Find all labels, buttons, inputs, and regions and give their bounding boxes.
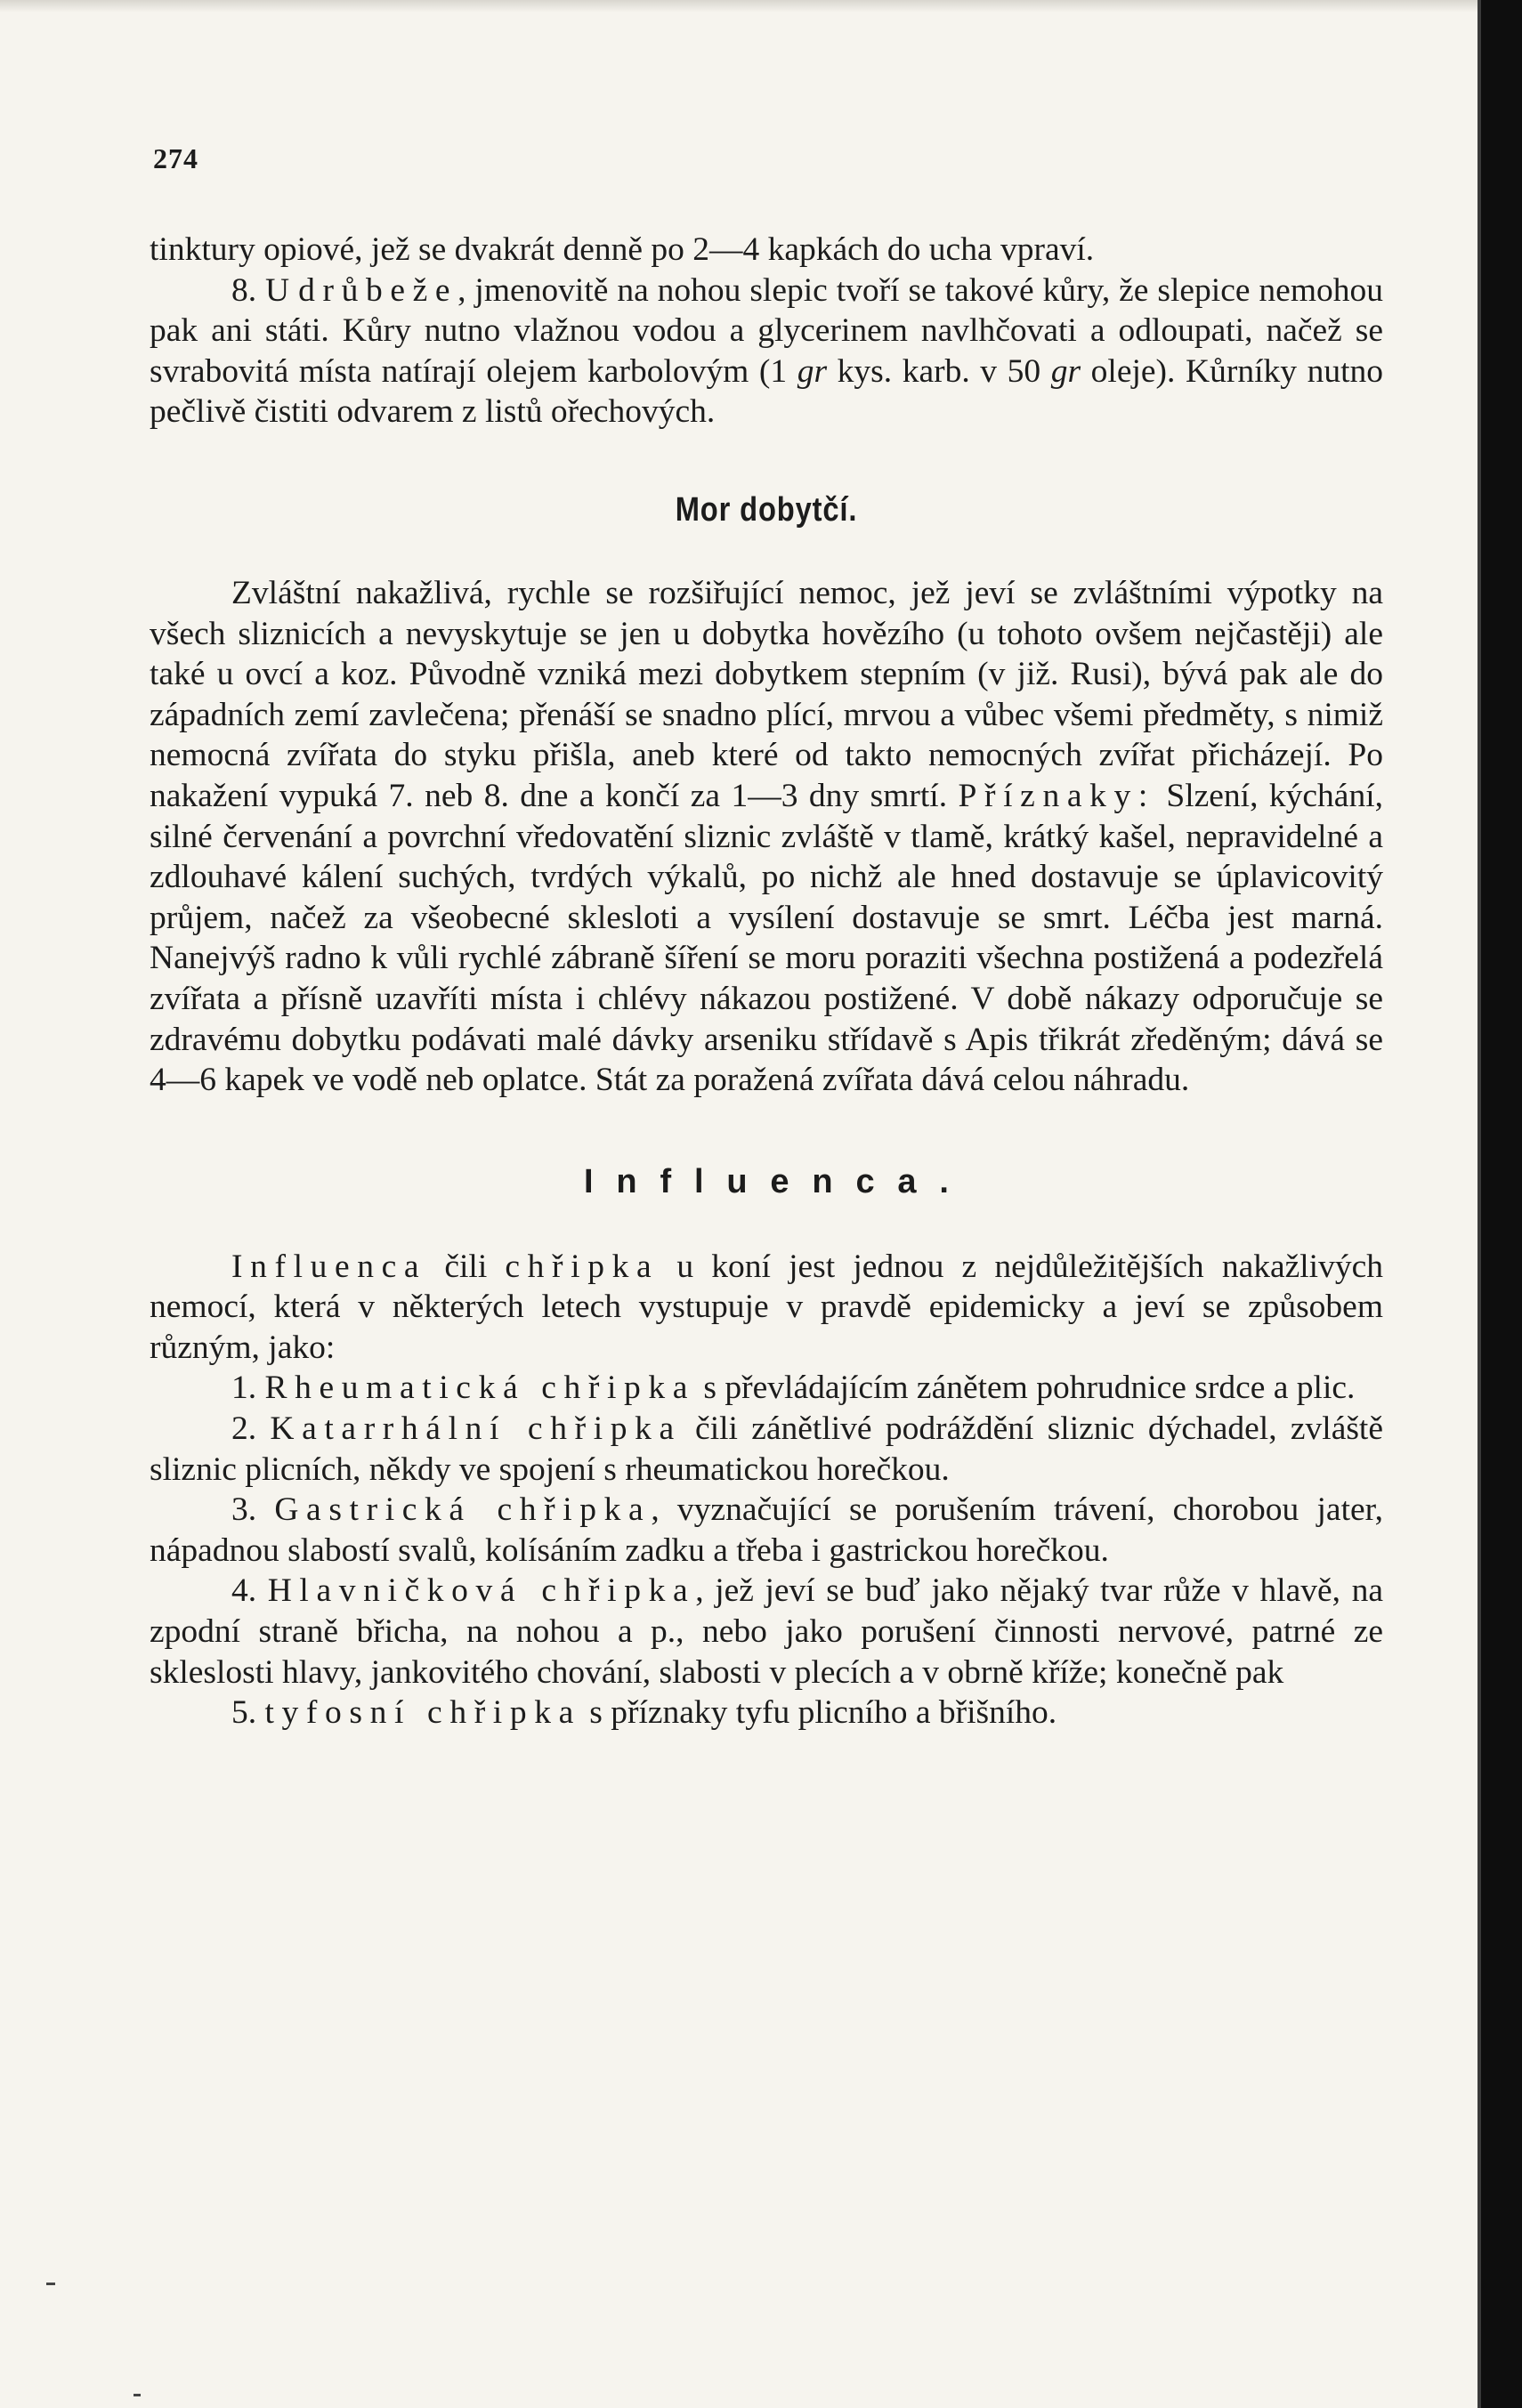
list-item bbox=[150, 1571, 1383, 1693]
intro-text: tinktury opiové, jež se dvakrát denně po 2—4 kapkách do ucha vpraví. bbox=[150, 231, 1095, 268]
list-item bbox=[150, 1368, 1383, 1409]
chripka-emphasis: chřipka bbox=[505, 1248, 660, 1285]
item-name: Rheumatická chřipka bbox=[264, 1370, 696, 1407]
list-item bbox=[150, 1490, 1383, 1571]
poultry-text-a: , jmenovitě na nohou slepic tvoří se takové kůry, že slepice nemohou pak ani státi. Kůry nutno vlažnou vodou a glycerinem navlhčovati a odloupati, načež se svrabovitá místa natírají olejem karbolovým (1 bbox=[150, 271, 1383, 390]
cattle-plague-text-b: Slzení, kýchání, silné červenání a povrchní vředovatění sliznic zvláště v tlamě, krátký kašel, nepravidelné a zdlouhavé kálení suchých, tvrdých výkalů, po nichž ale hned dostavuje se úplavicovitý průjem, načež za všeobecné sklesloti a vysílení dostavuje se smrt. Léčba jest marná. Nanejvýš radno k vůli rychlé zábraně šíření se moru poraziti všechna postižená a podezřelá zvířata a přísně uzavříti místa i chlévy nákazou postižené. V době nákazy odporučuje se zdravému dobytku podávati malé dávky arseniku střídavě s Apis třikrát zředěným; dává se 4—6 kapek ve vodě neb oplatce. Stát za poražená zvířata dává celou náhradu. bbox=[150, 777, 1383, 1099]
poultry-text-b: kys. karb. v 50 bbox=[827, 352, 1051, 390]
list-item bbox=[150, 1693, 1383, 1733]
scan-mark-left bbox=[46, 2283, 55, 2285]
page-top-shadow bbox=[0, 0, 1477, 12]
item-name: Katarrhální chřipka bbox=[270, 1410, 682, 1448]
unit-gr-2: gr bbox=[1050, 352, 1081, 390]
symptoms-emphasis: Příznaky: bbox=[958, 777, 1155, 814]
influenca-emphasis: Influenca bbox=[231, 1248, 427, 1285]
page-number: 274 bbox=[153, 142, 198, 174]
item-number: 4. bbox=[231, 1572, 268, 1610]
item-text: , vyznačující se porušením trávení, chorobou jater, nápadnou slabostí svalů, kolísáním zadku a třeba i gastrickou horečkou. bbox=[150, 1491, 1383, 1569]
paragraph-intro-1 bbox=[150, 230, 1383, 271]
item-text: čili zánětlivé podráždění sliznic dýchadel, zvláště sliznic plicních, někdy ve spojení s rheumatickou horečkou. bbox=[150, 1410, 1383, 1488]
item-name: tyfosní chřipka bbox=[264, 1694, 581, 1732]
paragraph-influenza-intro bbox=[150, 1247, 1383, 1369]
item-text: s převládajícím zánětem pohrudnice srdce a plic. bbox=[695, 1370, 1356, 1407]
item-text: s příznaky tyfu plicního a břišního. bbox=[580, 1694, 1057, 1732]
cattle-plague-text-a: Zvláštní nakažlivá, rychle se rozšiřující nemoc, jež jeví se zvláštními výpotky na všech sliznicích a nevyskytuje se jen u dobytka hovězího (u tohoto ovšem nejčastěji) ale také u ovcí a koz. Původně vzniká mezi dobytkem stepním (v již. Rusi), bývá pak ale do západních zemí zavlečena; přenáší se snadno plící, mrvou a vůbec všemi předměty, s nimiž nemocná zvířata do styku přišla, aneb které od takto nemocných zvířat přicházejí. Po nakažení vypuká 7. neb 8. dne a končí za 1—3 dny smrtí. bbox=[150, 574, 1383, 814]
page-text bbox=[150, 230, 1383, 1733]
item-number: 3. bbox=[231, 1491, 275, 1529]
poultry-emphasis: drůbeže bbox=[298, 271, 458, 309]
item-name: Gastrická chřipka bbox=[274, 1491, 652, 1529]
paragraph-poultry bbox=[150, 271, 1383, 432]
scan-right-border bbox=[1477, 0, 1522, 2408]
section-heading-influenza: Influenca. bbox=[584, 1162, 972, 1200]
unit-gr-1: gr bbox=[797, 352, 828, 390]
section-heading-cattle-plague: Mor dobytčí. bbox=[675, 490, 858, 529]
paragraph-cattle-plague bbox=[150, 573, 1383, 1101]
item-number: 1. bbox=[231, 1370, 265, 1407]
scan-mark-bottom bbox=[134, 2394, 141, 2396]
poultry-text-c: oleje). Kůrníky nutno pečlivě čistiti odvarem z listů ořechových. bbox=[150, 352, 1383, 431]
item-text: , jež jeví se buď jako nějaký tvar růže v hlavě, na zpodní straně břicha, na nohou a p., nebo jako porušení činnosti nervové, patrné ze skleslosti hlavy, jankovitého chování, slabosti v plecích a v obrně kříže; konečně pak bbox=[150, 1572, 1384, 1691]
item-number: 2. bbox=[231, 1410, 271, 1448]
item-number: 5. bbox=[231, 1694, 265, 1732]
influenza-text-b: u koní jest jednou z nejdůležitějších nakažlivých nemocí, která v některých letech vystupuje v pravdě epidemicky a jeví se způsobem různým, jako: bbox=[150, 1248, 1383, 1366]
influenza-text-a: čili bbox=[426, 1248, 506, 1285]
item-name: Hlavničková chřipka bbox=[267, 1572, 696, 1610]
poultry-number: 8. U bbox=[231, 271, 299, 309]
list-item bbox=[150, 1409, 1383, 1490]
